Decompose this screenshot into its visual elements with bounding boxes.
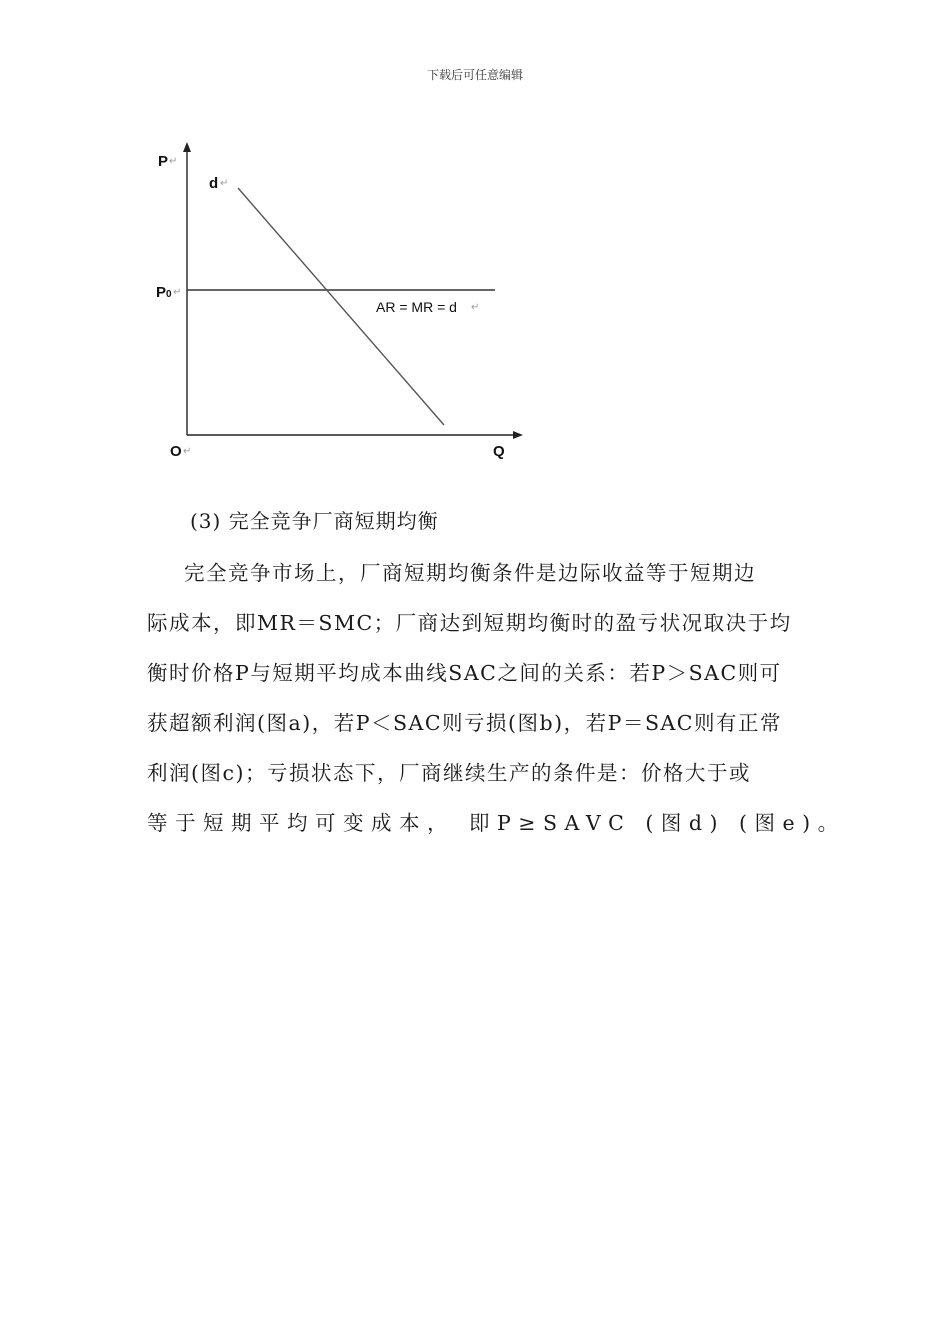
price-return-mark: ↵ [173,287,182,298]
price-subscript: 0 [166,289,172,300]
figure-svg [150,140,530,470]
x-axis-arrow [513,431,523,439]
ar-mr-d-return-mark: ↵ [471,302,480,313]
origin-return-mark: ↵ [183,446,192,457]
demand-return-mark: ↵ [220,178,229,189]
body-paragraph [147,548,846,848]
origin-label: O [170,443,182,460]
paragraph-line-3: 衡时价格P与短期平均成本曲线SAC之间的关系：若P＞SAC则可 [147,661,782,685]
paragraph-line-5: 利润(图c)；亏损状态下，厂商继续生产的条件是：价格大于或 [147,761,751,785]
ar-mr-d-label: AR = MR = d [376,299,457,315]
y-axis-arrow [183,142,191,152]
paragraph-line-6: 等于短期平均可变成本， 即P≥SAVC (图d) (图e)。 [147,811,846,835]
page-header: 下载后可任意编辑 [426,68,523,82]
demand-label: d [209,175,219,192]
y-axis-return-mark: ↵ [169,156,178,167]
paragraph-line-2: 际成本，即MR＝SMC；厂商达到短期均衡时的盈亏状况取决于均 [147,611,792,635]
demand-curve-figure [150,140,530,470]
x-axis-label: Q [493,443,505,460]
y-axis-label: P [158,153,169,170]
paragraph-line-1: 完全竞争市场上，厂商短期均衡条件是边际收益等于短期边 [184,561,756,585]
paragraph-line-4: 获超额利润(图a)，若P＜SAC则亏损(图b)，若P＝SAC则有正常 [147,711,782,735]
section-heading: (3) 完全竞争厂商短期均衡 [190,509,439,533]
price-label: P [156,284,167,301]
